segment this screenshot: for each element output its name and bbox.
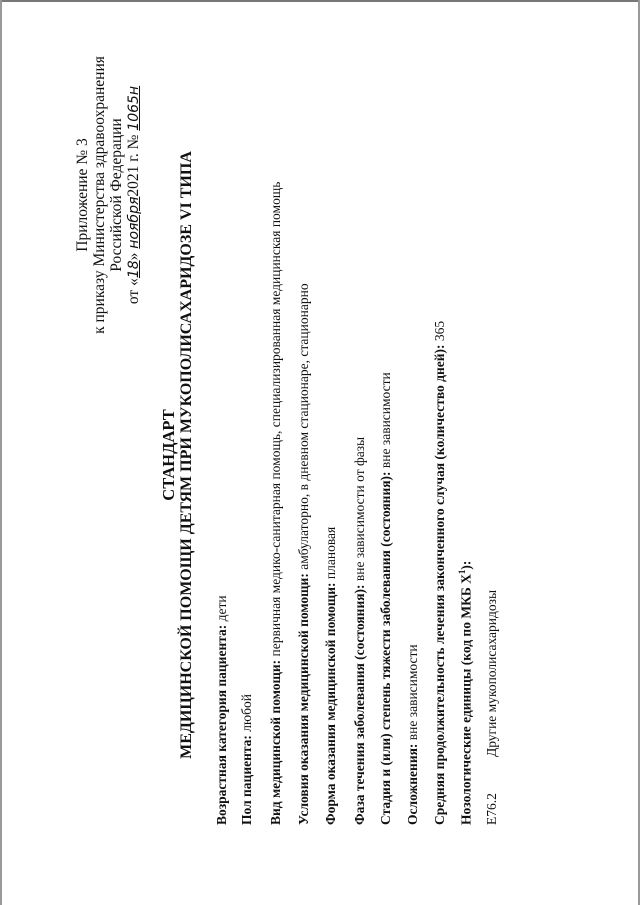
- field-disease-stage: Стадия и (или) степень тяжести заболевания (состояния): вне зависимости: [378, 372, 393, 825]
- field-average-duration: Средняя продолжительность лечения законченного случая (количество дней): 365: [432, 320, 447, 825]
- order-date-line: от «18» ноября2021 г. № 1065н: [125, 85, 142, 305]
- title-standard: СТАНДАРТ: [159, 409, 178, 501]
- appendix-header: [74, 45, 143, 345]
- field-care-type: Вид медицинской помощи: первичная медико-санитарная помощь, специализированная медицинская помощь: [268, 181, 283, 825]
- field-disease-phase: Фаза течения заболевания (состояния): вне зависимости от фазы: [352, 436, 367, 825]
- handwritten-order-number: 1065н: [126, 85, 142, 131]
- ministry-country-line: Российской Федерации: [108, 118, 125, 272]
- order-reference-line: к приказу Министерства здравоохранения: [91, 56, 108, 334]
- field-nosology-header: Нозологические единицы (код по МКБ $X^1$):: [457, 560, 474, 825]
- document-title: [160, 65, 196, 845]
- field-age-category: Возрастная категория пациента: дети: [214, 595, 229, 825]
- footnote-marker: 1: [457, 569, 467, 575]
- field-complications: Осложнения: вне зависимости: [405, 644, 420, 825]
- handwritten-day: 18: [126, 260, 142, 279]
- field-care-conditions: Условия оказания медицинской помощи: амбулаторно, в дневном стационаре, стационарно: [296, 283, 311, 825]
- appendix-number: Приложение № 3: [74, 138, 91, 252]
- title-subject: МЕДИЦИНСКОЙ ПОМОЩИ ДЕТЯМ ПРИ МУКОПОЛИСАХАРИДОЗЕ VI ТИПА: [178, 151, 195, 759]
- field-sex: Пол пациента: любой: [239, 694, 254, 825]
- field-care-form: Форма оказания медицинской помощи: плановая: [323, 526, 338, 825]
- nosology-name: Другие мукополисахаридозы: [484, 589, 499, 757]
- handwritten-month: ноября: [126, 196, 142, 249]
- nosology-code: E76.2: [484, 793, 499, 825]
